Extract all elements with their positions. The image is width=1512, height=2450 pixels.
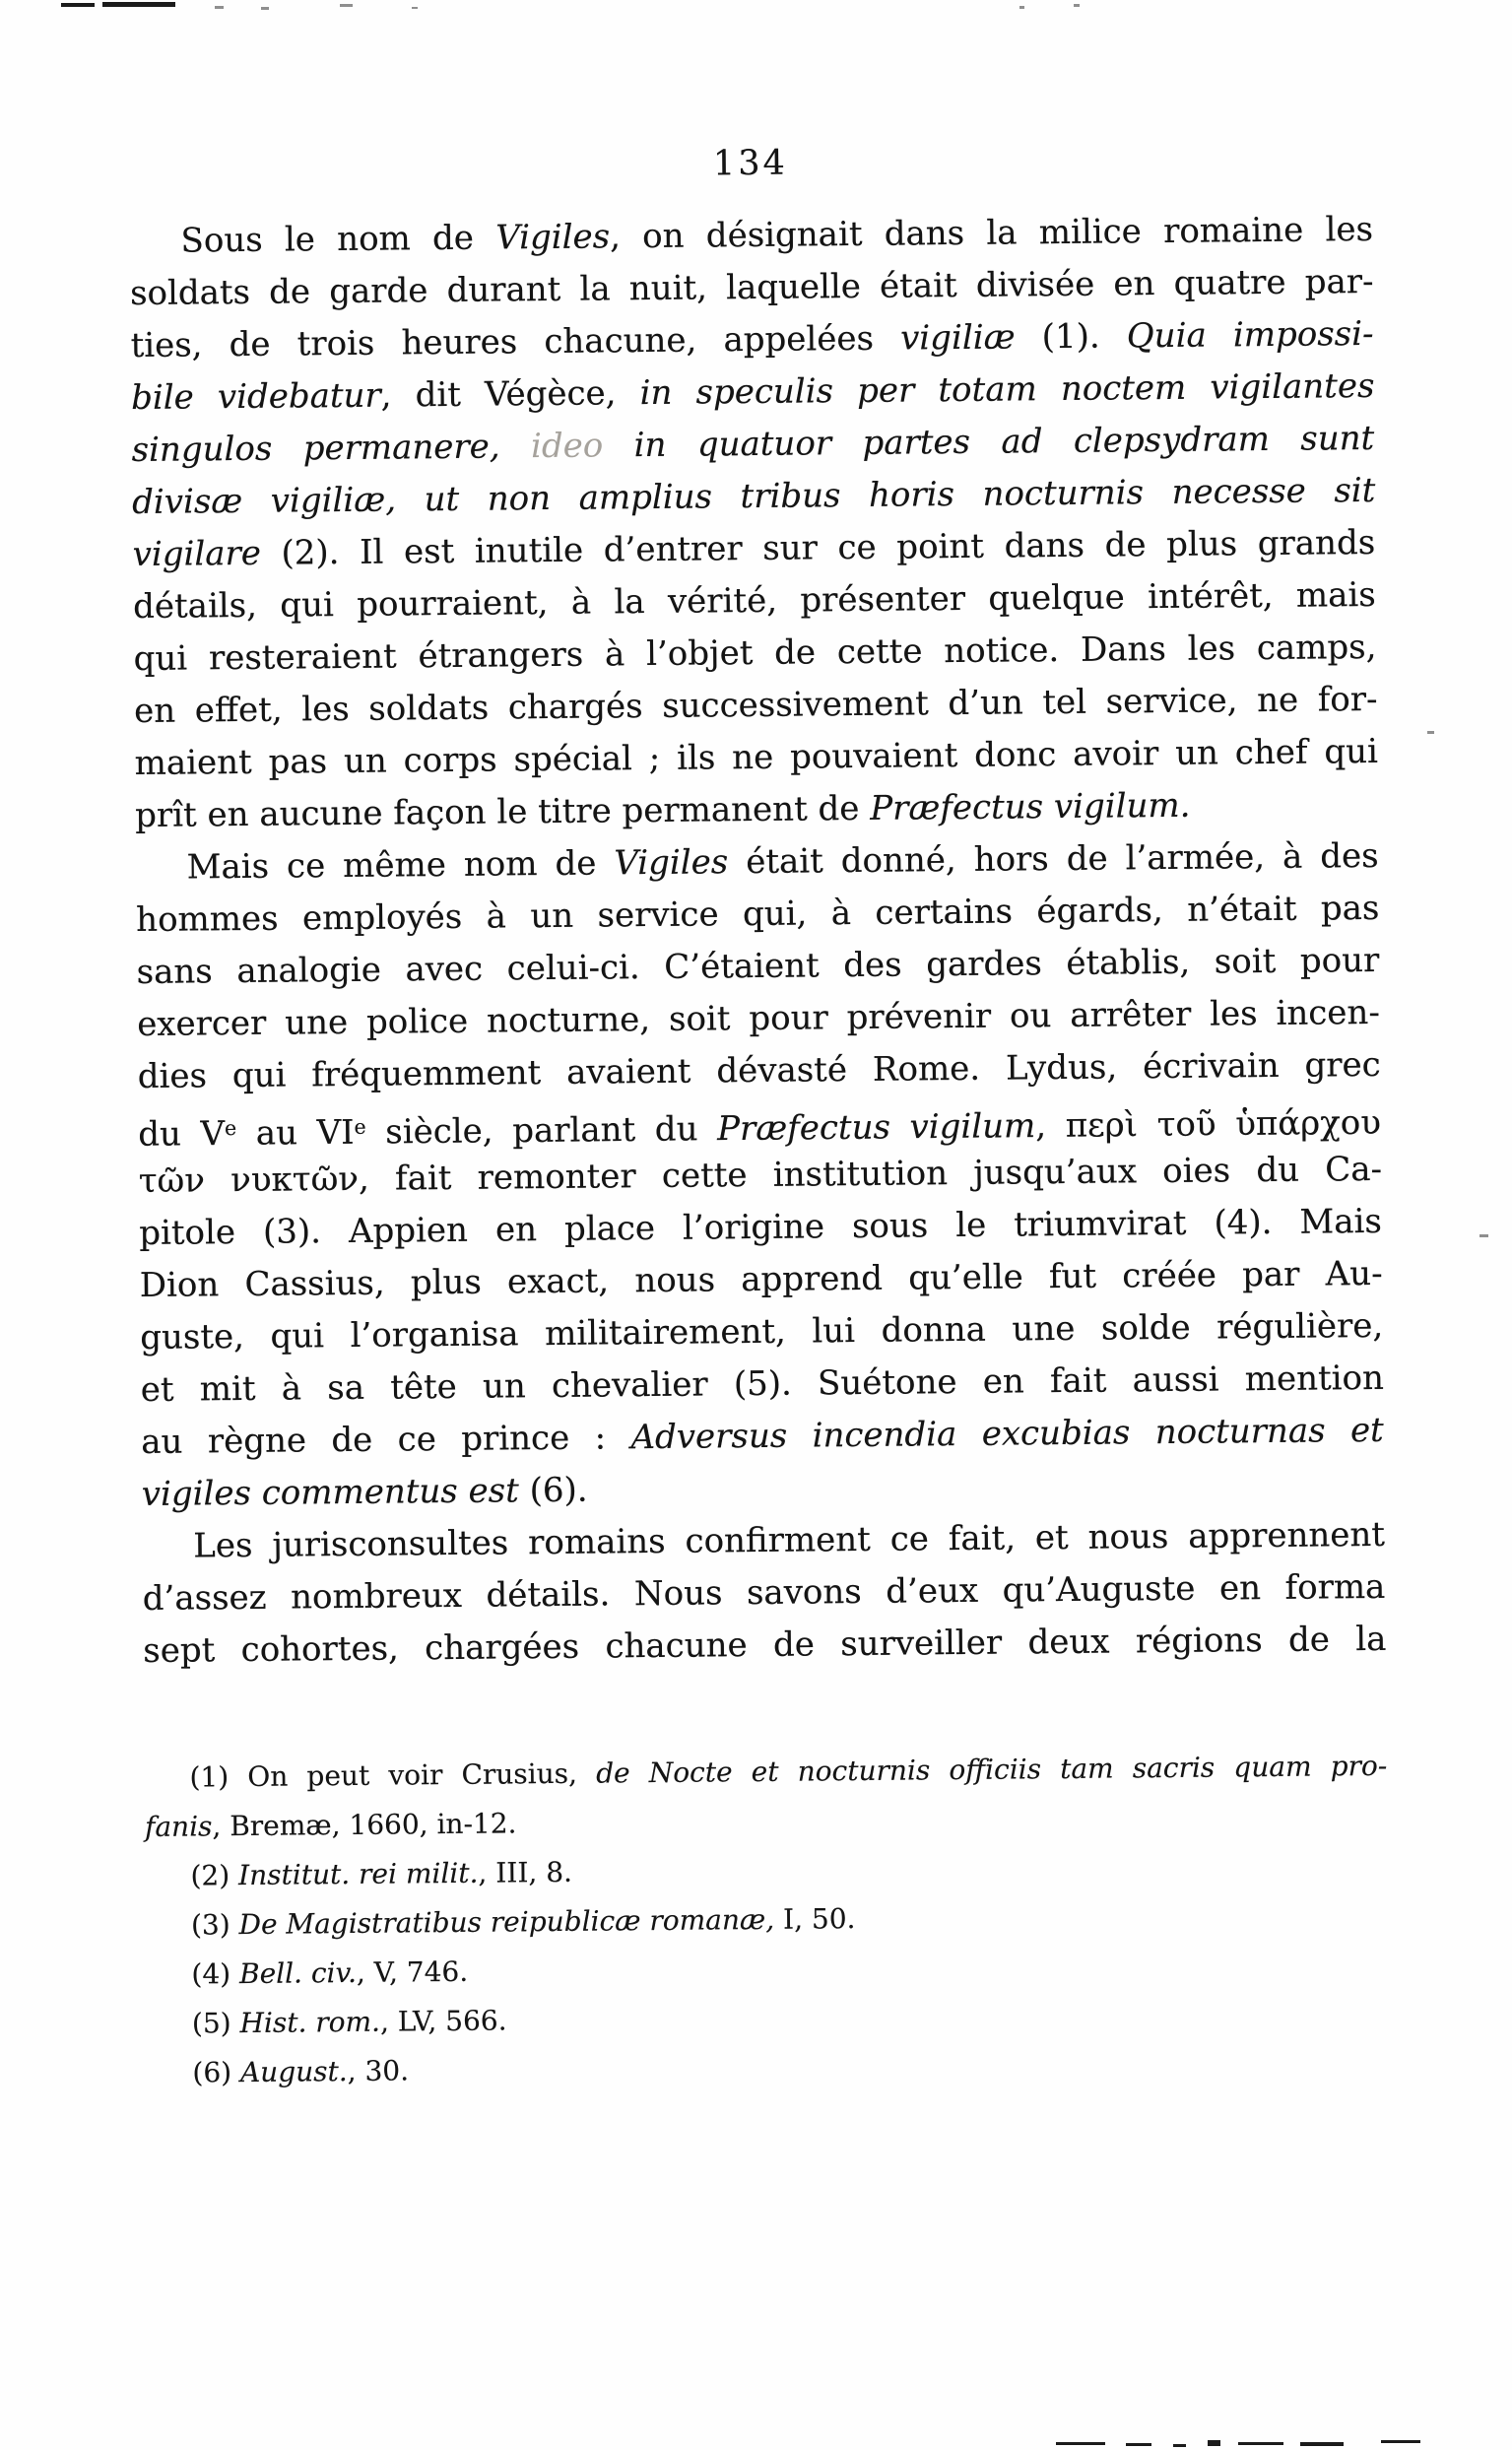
text-segment: e [354, 1114, 366, 1139]
text-segment: Les jurisconsultes romains confirment ce fait, et nous apprennent [193, 1514, 1386, 1566]
text-segment: en effet, les soldats chargés successivement d’un tel service, ne for- [133, 679, 1378, 732]
text-segment: Vigiles [614, 842, 729, 884]
text-segment: , V, 746. [356, 1954, 469, 1989]
text-line-content [192, 1996, 507, 2048]
body-text [129, 204, 1386, 1678]
text-segment: prît en aucune façon le titre permanent de [134, 788, 871, 836]
text-segment: in speculis per totam noctem vigilantes [639, 365, 1375, 414]
text-segment: sans analogie avec celui-ci. C’étaient des gardes établis, soit pour [136, 940, 1380, 993]
text-line [143, 1614, 1386, 1678]
text-segment: pitole (3). Appien en place l’origine sous le triumvirat (4). Mais [139, 1201, 1383, 1254]
text-line [147, 2037, 1390, 2098]
text-segment: Institut. rei milit. [237, 1856, 479, 1892]
text-segment: au règne de ce prince : [141, 1418, 631, 1463]
text-line-content [143, 1614, 1387, 1678]
text-line-content [192, 2046, 409, 2097]
text-segment: vigilare [132, 533, 262, 575]
text-segment: (6). [518, 1470, 588, 1511]
text-segment: Præfectus vigilum [716, 1106, 1036, 1150]
text-segment: Mais ce même nom de [186, 843, 615, 888]
text-segment: (2). Il est inutile d’entrer sur ce point dans de plus grands [260, 522, 1376, 573]
text-segment: Dion Cassius, plus exact, nous apprend qu’elle fut créée par Au- [139, 1253, 1383, 1306]
text-line-content [191, 1948, 468, 2000]
text-segment: vigiliæ [899, 317, 1016, 359]
text-segment: ideo [530, 426, 604, 467]
text-segment: e [224, 1116, 237, 1141]
text-segment: Præfectus vigilum. [870, 785, 1191, 828]
text-segment: Vigiles [495, 217, 611, 258]
text-segment: soldats de garde durant la nuit, laquelle était divisée en quatre par- [129, 261, 1374, 314]
text-segment: du V [138, 1113, 226, 1155]
text-segment: qui resteraient étrangers à l’objet de cette notice. Dans les camps, [133, 627, 1377, 680]
text-segment: , on désignait dans la milice romaine les [609, 209, 1374, 257]
text-segment: bile videbatur [130, 375, 381, 419]
text-segment: (2) [190, 1859, 239, 1892]
footnotes [144, 1742, 1390, 2098]
text-segment: fanis [144, 1810, 213, 1843]
text-segment: , 30. [347, 2054, 410, 2088]
text-segment: d’assez nombreux détails. Nous savons d’eux qu’Auguste en forma [142, 1566, 1386, 1619]
text-segment: , III, 8. [478, 1855, 573, 1889]
text-segment: vigiles commentus est [141, 1471, 519, 1515]
text-segment: ties, de trois heures chacune, appelées [130, 318, 901, 366]
text-segment: guste, qui l’organisa militairement, lui donna une solde régulière, [140, 1305, 1384, 1358]
page-number: 134 [712, 143, 788, 184]
text-segment: singulos permanere, [131, 427, 532, 471]
text-segment: Hist. rom. [239, 2005, 381, 2040]
text-segment: in quatuor partes ad clepsydram sunt [603, 418, 1375, 466]
text-segment: hommes employés à un service qui, à certains égards, n’était pas [136, 888, 1380, 941]
text-segment: (6) [192, 2056, 241, 2089]
text-segment: (3) [190, 1908, 239, 1942]
text-segment: (1) On peut voir Crusius, [189, 1756, 597, 1794]
text-segment: de Nocte et nocturnis officiis tam sacris quam pro- [595, 1749, 1388, 1790]
text-segment: , περὶ τοῦ ὑπάρχου [1035, 1102, 1382, 1147]
text-segment: , dit Végèce, [380, 373, 640, 416]
text-segment: Quia impossi- [1126, 313, 1374, 357]
text-line-content [142, 1465, 588, 1521]
text-segment: siècle, parlant du [365, 1109, 718, 1153]
text-segment: (4) [191, 1957, 240, 1991]
text-segment: , Bremæ, 1660, in-12. [212, 1807, 517, 1843]
text-segment: De Magistratibus reipublicæ romanæ, [238, 1902, 775, 1942]
text-segment: τῶν νυκτῶν [138, 1159, 360, 1202]
text-segment: (5) [191, 2007, 240, 2040]
text-segment: Sous le nom de [180, 218, 496, 261]
text-segment: était donné, hors de l’armée, à des [728, 835, 1379, 883]
text-segment: I, 50. [774, 1902, 856, 1936]
text-segment: et mit à sa tête un chevalier (5). Suétone en fait aussi mention [140, 1357, 1385, 1411]
text-segment: au VI [236, 1112, 355, 1154]
text-line-content [190, 1848, 572, 1901]
text-segment: (1). [1015, 316, 1128, 358]
text-segment: Adversus incendia excubias nocturnas et [630, 1410, 1384, 1458]
text-segment: sept cohortes, chargées chacune de surveiller deux régions de la [143, 1619, 1387, 1671]
text-segment: détails, qui pourraient, à la vérité, présenter quelque intérêt, mais [132, 574, 1376, 628]
text-segment: exercer une police nocturne, soit pour prévenir ou arrêter les incen- [137, 992, 1381, 1045]
text-segment: , LV, 566. [379, 2004, 507, 2038]
text-segment: Bell. civ. [238, 1955, 358, 1991]
text-segment: August. [239, 2055, 348, 2089]
text-segment: maient pas un corps spécial ; ils ne pouvaient donc avoir un chef qui [134, 731, 1379, 784]
text-line-content [191, 1894, 856, 1950]
text-segment: dies qui fréquemment avaient dévasté Rome. Lydus, écrivain grec [137, 1044, 1381, 1097]
text-line-content [145, 1799, 517, 1852]
text-segment: divisæ vigiliæ, ut non amplius tribus horis nocturnis necesse sit [131, 470, 1376, 523]
text-segment: , fait remonter cette institution jusqu’aux oies du Ca- [358, 1149, 1383, 1199]
